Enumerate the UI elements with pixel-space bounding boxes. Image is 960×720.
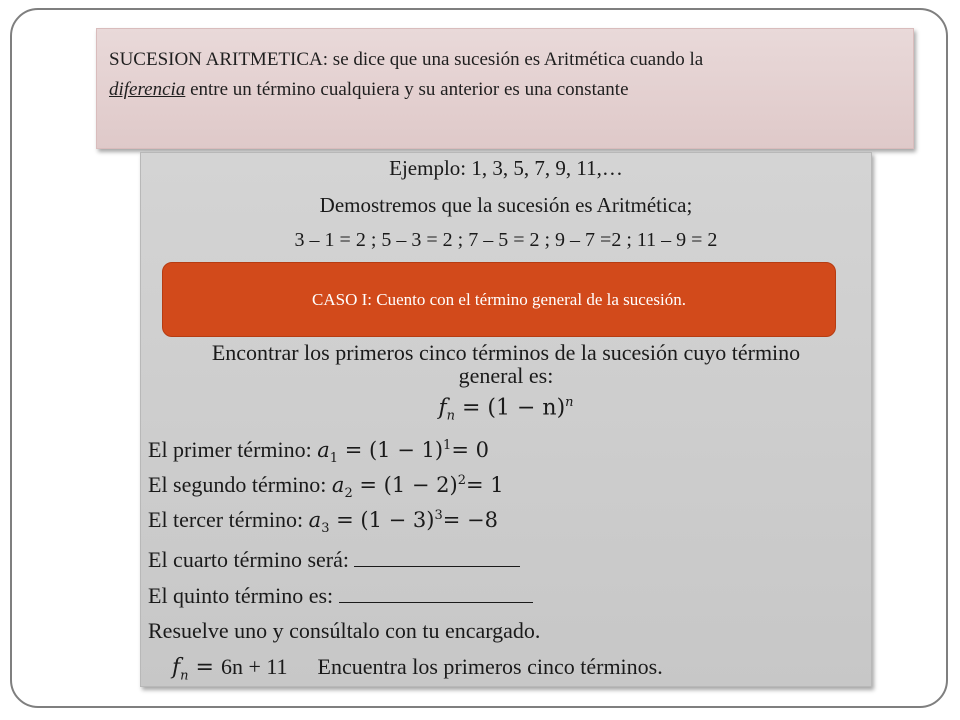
exercise-line: $f_n = 6n + 11$ Encuentra los primeros cinco términos.: [172, 654, 663, 684]
definition-text-before: se dice que una sucesión es Aritmética cuando la: [328, 49, 704, 70]
term5-blank[interactable]: [339, 582, 533, 603]
definition-underlined-word: diferencia: [109, 79, 186, 100]
differences-line: 3 – 1 = 2 ; 5 – 3 = 2 ; 7 – 5 = 2 ; 9 – 7 =2 ; 11 – 9 = 2: [294, 229, 718, 251]
caso-label: CASO I: Cuento con el término general de la sucesión.: [312, 289, 686, 309]
term4-blank[interactable]: [354, 546, 520, 567]
caso-banner: [162, 262, 836, 337]
term4-line: El cuarto término será:: [148, 546, 868, 573]
instruction-line: Resuelve uno y consúltalo con tu encargado.: [148, 618, 541, 643]
definition-box: [96, 28, 914, 149]
definition-title: SUCESION ARITMETICA:: [109, 49, 329, 70]
term1-line: El primer término: $a_1 = (1 - 1)^1= 0$: [148, 437, 489, 467]
definition-text-after: entre un término cualquiera y su anterior es una constante: [185, 79, 629, 100]
term3-line: El tercer término: $a_3 = (1 - 3)^3= -8$: [148, 507, 498, 537]
demonstration-line: Demostremos que la sucesión es Aritmética;: [319, 193, 693, 217]
term5-line: El quinto término es:: [148, 582, 868, 609]
general-formula: $f_n = (1 - n)^n$: [438, 395, 574, 424]
term2-line: El segundo término: $a_2 = (1 - 2)^2= 1$: [148, 472, 504, 502]
problem-intro-line1: Encontrar los primeros cinco términos de la sucesión cuyo término: [211, 340, 801, 365]
problem-intro-line2: general es:: [458, 363, 554, 388]
example-line: Ejemplo: 1, 3, 5, 7, 9, 11,…: [389, 156, 623, 180]
